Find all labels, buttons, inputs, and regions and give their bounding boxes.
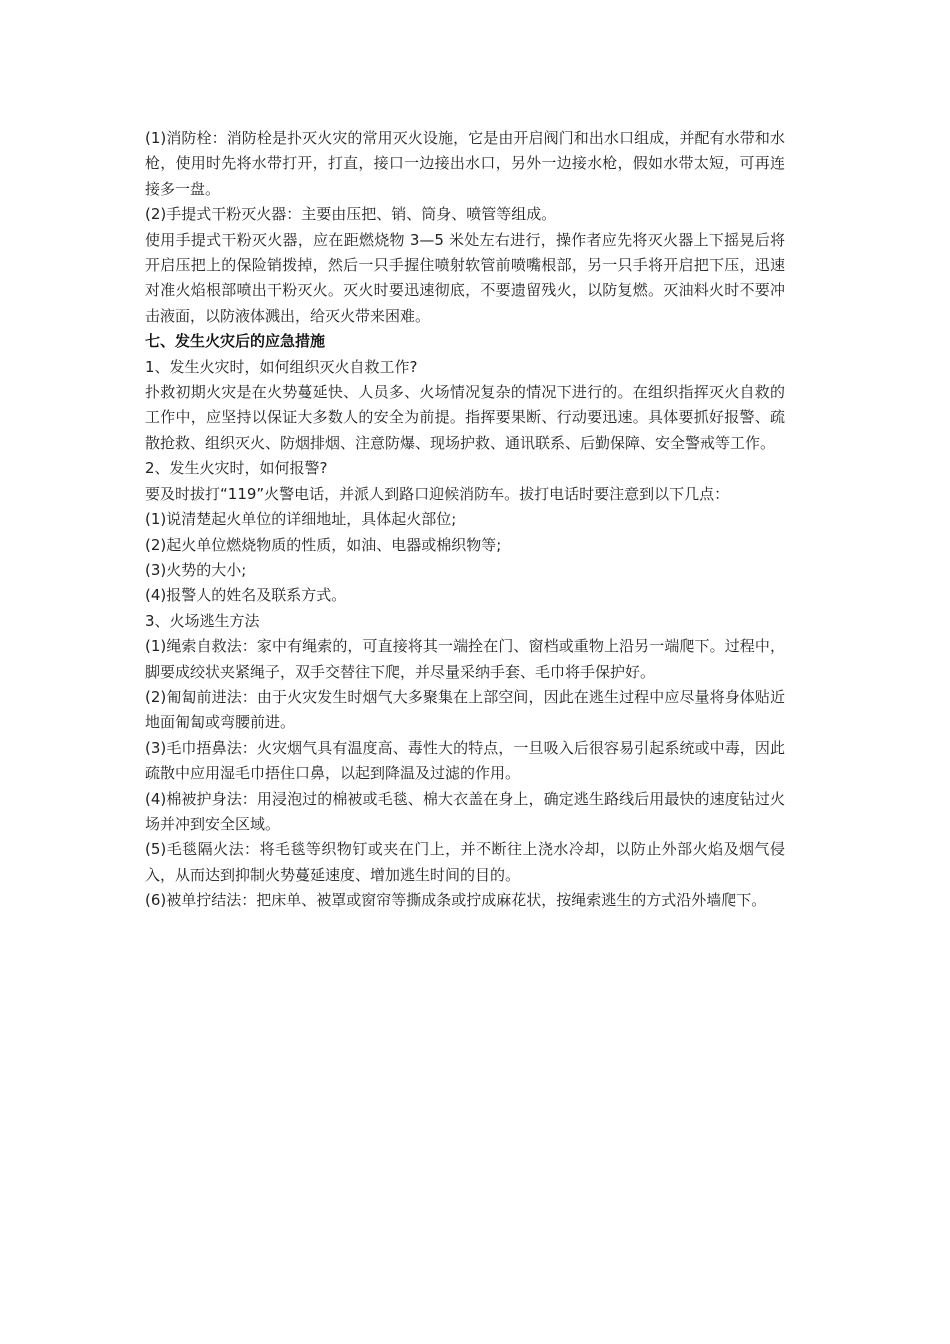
paragraph-organize-firefighting: 扑救初期火灾是在火势蔓延快、人员多、火场情况复杂的情况下进行的。在组织指挥灭火自救的工作中，应坚持以保证大多数人的安全为前提。指挥要果断、行动要迅速。具体要抓好报警、疏散抢救、组织灭火、防烟排烟、注意防爆、现场护救、通讯联系、后勤保障、安全警戒等工作。 xyxy=(145,383,785,452)
list-item-quilt-method: (4)棉被护身法：用浸泡过的棉被或毛毯、棉大衣盖在身上，确定逃生路线后用最快的速度钻过火场并冲到安全区域。 xyxy=(145,789,785,833)
list-item-sheet-knot-method: (6)被单拧结法：把床单、被罩或窗帘等撕成条或拧成麻花状，按绳索逃生的方式沿外墙爬下。 xyxy=(145,891,767,910)
list-item-rope-method: (1)绳索自救法：家中有绳索的，可直接将其一端拴在门、窗档或重物上沿另一端爬下。过程中，脚要成绞状夹紧绳子，双手交替往下爬，并尽量采纳手套、毛巾将手保护好。 xyxy=(145,637,785,681)
list-item-report-fire-size: (3)火势的大小; xyxy=(145,560,247,579)
subheading-how-to-report: 2、发生火灾时，如何报警? xyxy=(145,459,328,478)
list-item-blanket-method: (5)毛毯隔火法：将毛毯等织物钉或夹在门上，并不断往上浇水冷却，以防止外部火焰及烟气侵入，从而达到抑制火势蔓延速度、增加逃生时间的目的。 xyxy=(145,840,785,884)
section-heading-emergency-measures: 七、发生火灾后的应急措施 xyxy=(145,332,326,351)
paragraph-extinguisher-usage: 使用手提式干粉灭火器，应在距燃烧物 3—5 米处左右进行，操作者应先将灭火器上下摇晃后将开启压把上的保险销拨掉，然后一只手握住喷射软管前喷嘴根部，另一只手将开启把下压，迅速对准火焰根部喷出干粉灭火。灭火时要迅速彻底，不要遗留残火，以防复燃。灭油料火时不要冲击液面，以防液体溅出，给灭火带来困难。 xyxy=(145,230,785,325)
list-item-report-contact: (4)报警人的姓名及联系方式。 xyxy=(145,586,347,605)
list-item-crawl-method: (2)匍匐前进法：由于火灾发生时烟气大多聚集在上部空间，因此在逃生过程中应尽量将身体贴近地面匍匐或弯腰前进。 xyxy=(145,687,785,732)
paragraph-how-to-report: 要及时拔打“119”火警电话，并派人到路口迎候消防车。拔打电话时要注意到以下几点： xyxy=(145,484,730,503)
list-item-towel-method: (3)毛巾捂鼻法：火灾烟气具有温度高、毒性大的特点，一旦吸入后很容易引起系统或中毒，因此疏散中应用湿毛巾捂住口鼻，以起到降温及过滤的作用。 xyxy=(145,738,785,783)
paragraph-extinguisher-parts: (2)手提式干粉灭火器：主要由压把、销、筒身、喷管等组成。 xyxy=(145,205,557,224)
document-body xyxy=(145,126,785,914)
list-item-report-material: (2)起火单位燃烧物质的性质，如油、电器或棉织物等; xyxy=(145,535,502,554)
list-item-report-address: (1)说清楚起火单位的详细地址，具体起火部位; xyxy=(145,510,457,529)
paragraph-hydrant: (1)消防栓：消防栓是扑灭火灾的常用灭火设施，它是由开启阀门和出水口组成，并配有水带和水枪，使用时先将水带打开，打直，接口一边接出水口，另外一边接水枪，假如水带太短，可再连接多一盘。 xyxy=(145,129,785,198)
subheading-organize-firefighting: 1、发生火灾时，如何组织灭火自救工作? xyxy=(145,357,418,376)
subheading-escape-methods: 3、火场逃生方法 xyxy=(145,611,260,630)
